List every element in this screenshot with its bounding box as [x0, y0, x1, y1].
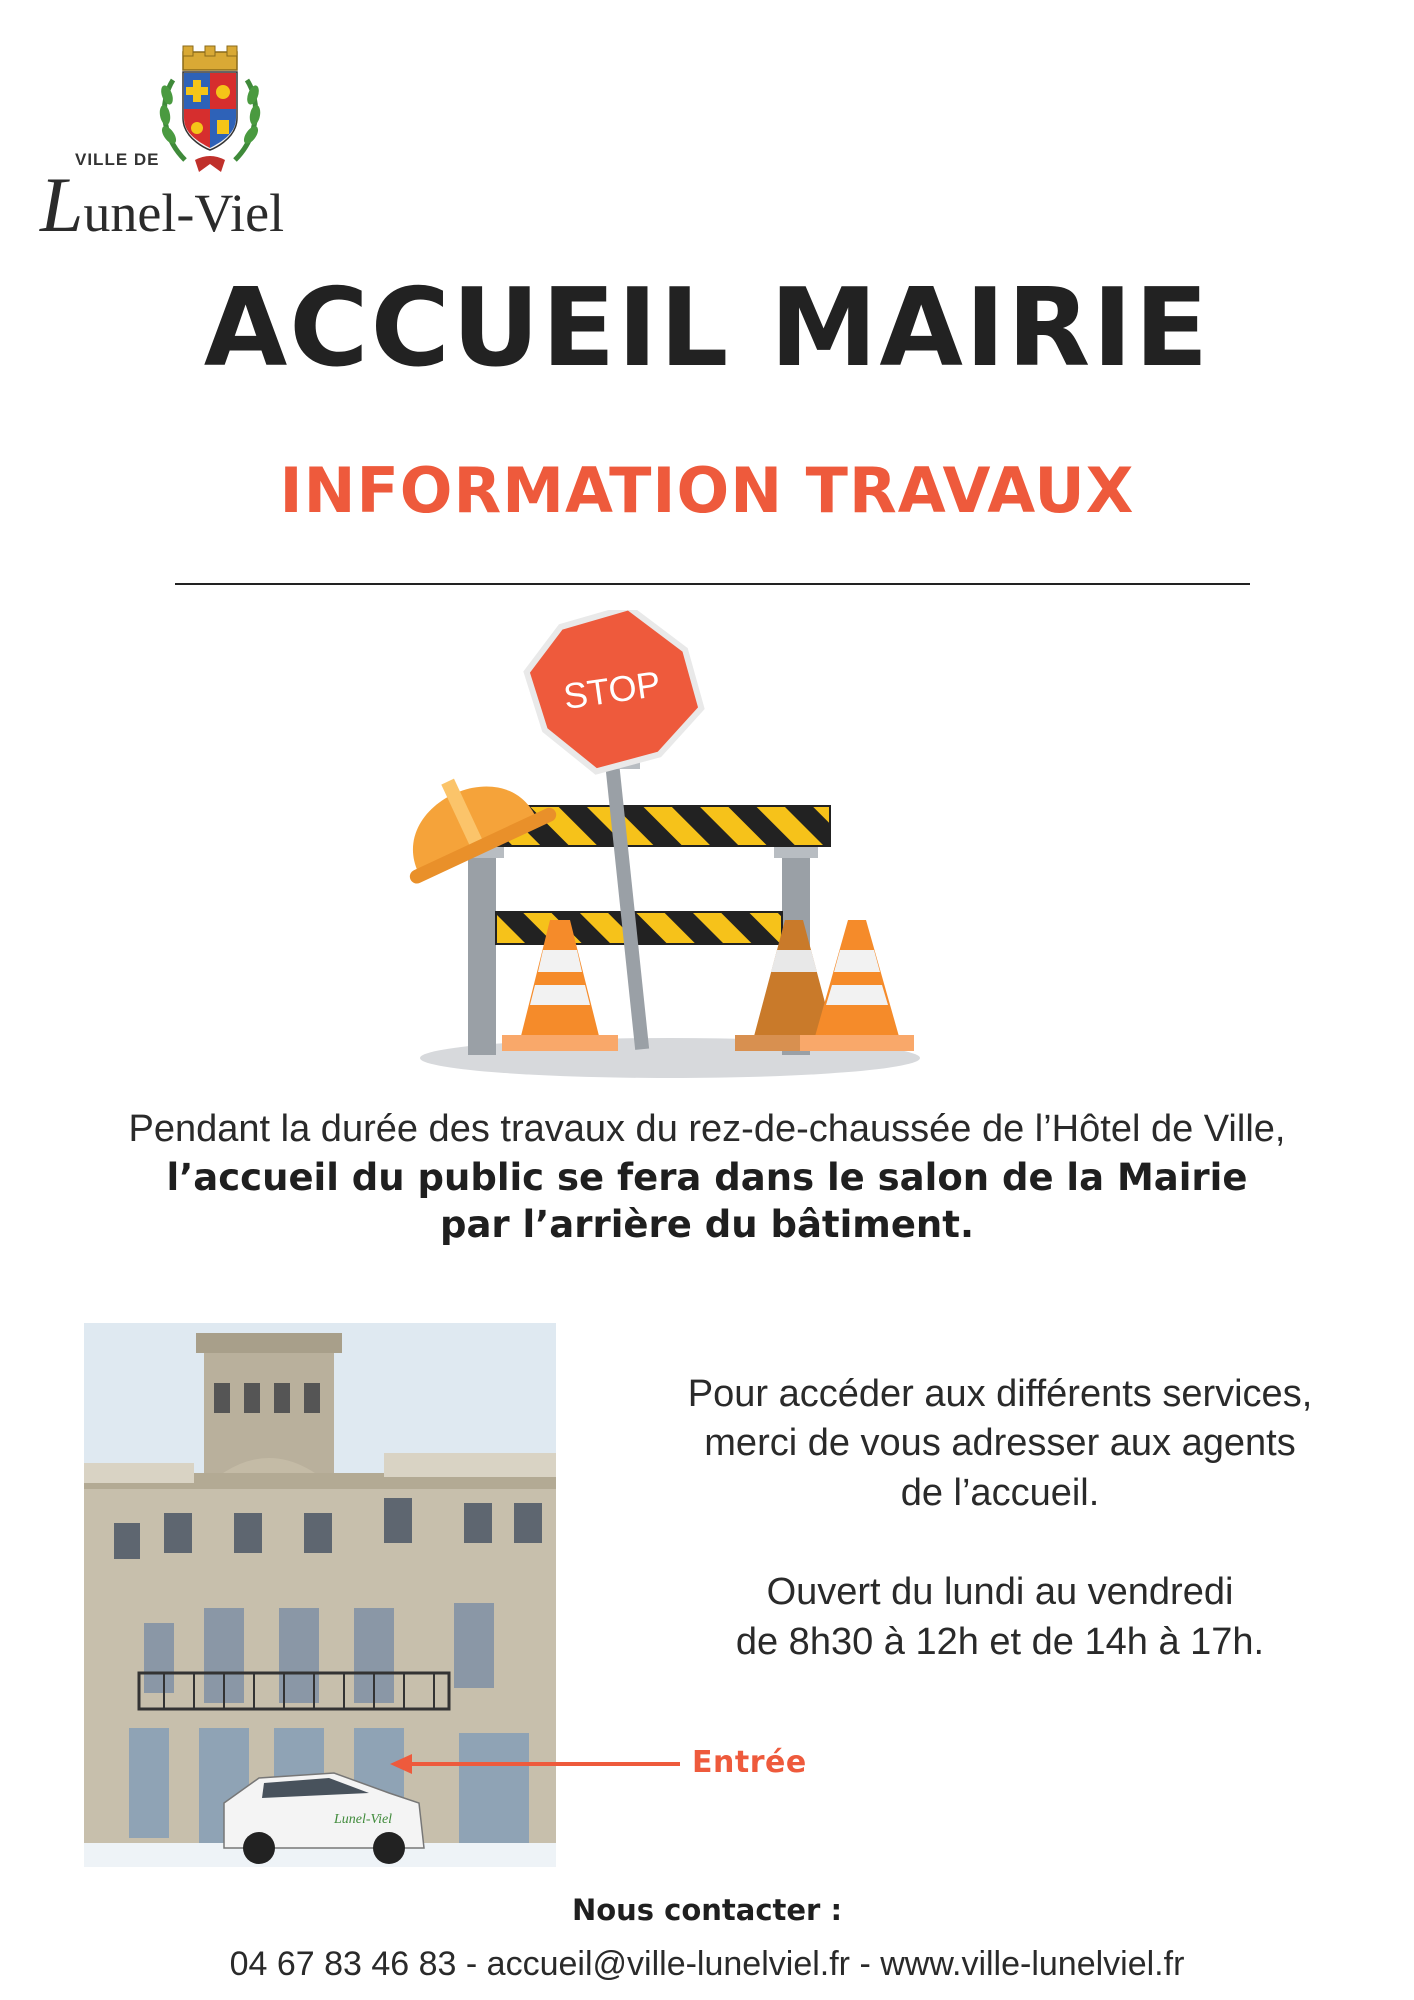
town-logo — [40, 40, 300, 248]
logo-town-name — [40, 160, 284, 250]
page-subtitle: INFORMATION TRAVAUX — [279, 454, 1135, 527]
info-line: de l’accueil. — [900, 1471, 1100, 1514]
info-block — [650, 1370, 1350, 1667]
logo-name-rest: unel-Viel — [83, 183, 285, 243]
contact-title: Nous contacter : — [571, 1893, 843, 1927]
logo-prefix: VILLE DE — [75, 150, 160, 169]
stop-sign-text: STOP — [560, 662, 664, 717]
page-title: ACCUEIL MAIRIE — [203, 266, 1211, 391]
contact-details: 04 67 83 46 83 - accueil@ville-lunelviel.fr - www.ville-lunelviel.fr — [229, 1945, 1185, 1983]
info-line: merci de vous adresser aux agents — [704, 1422, 1296, 1465]
construction-illustration — [390, 610, 950, 1080]
intro-line-1: Pendant la durée des travaux du rez-de-chaussée de l’Hôtel de Ville, — [128, 1108, 1286, 1150]
intro-line-2: l’accueil du public se fera dans le salon de la Mairie — [166, 1155, 1248, 1199]
coat-of-arms-icon — [155, 40, 265, 180]
entrance-label: Entrée — [692, 1745, 807, 1780]
hours-line: Ouvert du lundi au vendredi — [766, 1571, 1234, 1614]
entrance-arrow-icon — [390, 1752, 680, 1776]
town-hall-photo — [84, 1323, 556, 1867]
car-logo-text: Lunel-Viel — [334, 1812, 393, 1827]
intro-paragraph — [0, 1105, 1414, 1248]
info-line: Pour accéder aux différents services, — [687, 1373, 1313, 1415]
title-divider — [175, 583, 1250, 585]
intro-line-3: par l’arrière du bâtiment. — [439, 1202, 975, 1246]
hours-line: de 8h30 à 12h et de 14h à 17h. — [735, 1620, 1265, 1663]
spacer — [650, 1518, 1350, 1568]
logo-initial: L — [40, 161, 84, 248]
